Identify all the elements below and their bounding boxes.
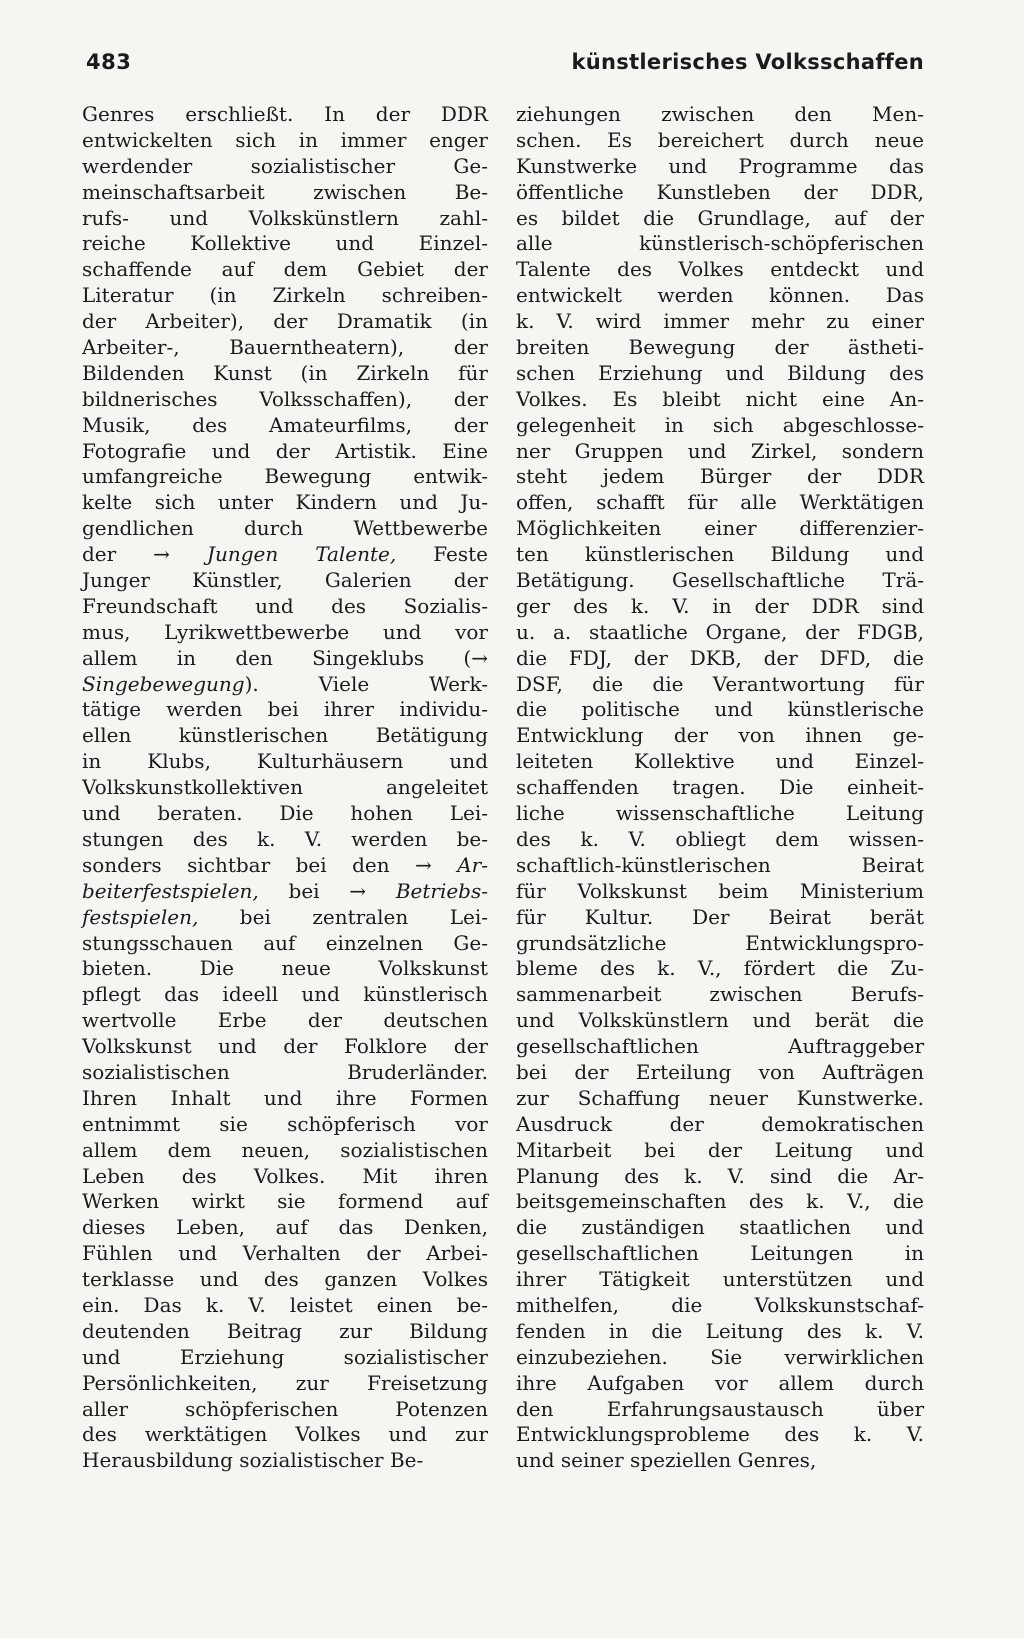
- text-line-right: [516, 413, 924, 439]
- text-run: Freundschaft und des Sozialis-: [82, 593, 488, 618]
- text-line-left: [82, 568, 488, 594]
- text-run: die FDJ, der DKB, der DFD, die: [516, 645, 924, 670]
- text-line-left: [82, 387, 488, 413]
- text-run: ). Viele Werk-: [244, 671, 488, 696]
- text-run: bei →: [258, 878, 396, 903]
- text-line-right: [516, 180, 924, 206]
- text-run: bleme des k. V., fördert die Zu-: [516, 956, 924, 981]
- text-line-left: [82, 309, 488, 335]
- text-run: alle künstlerisch-schöpferischen: [516, 231, 924, 256]
- text-line-right: [516, 283, 924, 309]
- text-line-right: [516, 361, 924, 387]
- text-line-left: [82, 905, 488, 931]
- text-run: Ihren Inhalt und ihre Formen: [82, 1085, 488, 1110]
- text-run: mus, Lyrikwettbewerbe und vor: [82, 619, 488, 644]
- text-line-right: [516, 982, 924, 1008]
- text-run: und beraten. Die hohen Lei-: [82, 801, 488, 826]
- text-run: Mitarbeit bei der Leitung und: [516, 1137, 924, 1162]
- text-line-left: [82, 1034, 488, 1060]
- text-line-right: [516, 723, 924, 749]
- text-run: Junger Künstler, Galerien der: [82, 568, 488, 593]
- text-line-right: [516, 1112, 924, 1138]
- text-line-right: [516, 620, 924, 646]
- text-line-right: [516, 594, 924, 620]
- text-run: Betätigung. Gesellschaftliche Trä-: [516, 568, 924, 593]
- text-run: Musik, des Amateurfilms, der: [82, 412, 488, 437]
- text-line-right: [516, 853, 924, 879]
- text-run: schaftlich-künstlerischen Beirat: [516, 852, 924, 877]
- running-head: künstlerisches Volksschaffen: [571, 50, 924, 74]
- text-run: zur Schaffung neuer Kunstwerke.: [516, 1085, 924, 1110]
- text-line-left: [82, 128, 488, 154]
- text-run: Fühlen und Verhalten der Arbei-: [82, 1241, 488, 1266]
- text-line-right: [516, 1086, 924, 1112]
- text-line-left: [82, 672, 488, 698]
- text-run: Persönlichkeiten, zur Freisetzung: [82, 1370, 488, 1395]
- italic-term: Jungen Talente,: [206, 542, 397, 567]
- text-run: ger des k. V. in der DDR sind: [516, 593, 924, 618]
- text-run: des werktätigen Volkes und zur: [82, 1422, 488, 1447]
- text-line-right: [516, 1448, 924, 1474]
- text-line-left: [82, 1008, 488, 1034]
- text-run: Leben des Volkes. Mit ihren: [82, 1163, 488, 1188]
- text-run: gelegenheit in sich abgeschlosse-: [516, 412, 924, 437]
- text-line-right: [516, 646, 924, 672]
- text-column-right: [516, 102, 924, 1474]
- text-line-left: [82, 102, 488, 128]
- text-line-left: [82, 1293, 488, 1319]
- text-line-right: [516, 128, 924, 154]
- text-run: für Kultur. Der Beirat berät: [516, 904, 924, 929]
- text-line-left: [82, 154, 488, 180]
- text-line-left: [82, 1448, 488, 1474]
- text-line-left: [82, 827, 488, 853]
- text-line-left: [82, 853, 488, 879]
- text-run: bei zentralen Lei-: [198, 904, 488, 929]
- text-line-left: [82, 361, 488, 387]
- text-line-left: [82, 620, 488, 646]
- text-line-left: [82, 1319, 488, 1345]
- text-run: umfangreiche Bewegung entwik-: [82, 464, 488, 489]
- text-line-right: [516, 1345, 924, 1371]
- text-run: reiche Kollektive und Einzel-: [82, 231, 488, 256]
- text-run: meinschaftsarbeit zwischen Be-: [82, 179, 488, 204]
- text-run: der →: [82, 542, 207, 567]
- text-run: entwickelt werden können. Das: [516, 283, 924, 308]
- text-run: liche wissenschaftliche Leitung: [516, 801, 924, 826]
- text-line-right: [516, 931, 924, 957]
- text-run: Volkes. Es bleibt nicht eine An-: [516, 386, 924, 411]
- text-line-left: [82, 594, 488, 620]
- text-line-left: [82, 956, 488, 982]
- text-run: ellen künstlerischen Betätigung: [82, 723, 488, 748]
- text-line-right: [516, 516, 924, 542]
- text-line-left: [82, 206, 488, 232]
- text-line-left: [82, 697, 488, 723]
- text-line-left: [82, 1112, 488, 1138]
- text-line-right: [516, 1267, 924, 1293]
- text-run: Literatur (in Zirkeln schreiben-: [82, 283, 488, 308]
- text-line-left: [82, 1241, 488, 1267]
- text-line-right: [516, 1034, 924, 1060]
- text-line-right: [516, 1008, 924, 1034]
- text-run: entwickelten sich in immer enger: [82, 127, 488, 152]
- text-line-right: [516, 1189, 924, 1215]
- text-line-right: [516, 827, 924, 853]
- text-line-right: [516, 1293, 924, 1319]
- text-line-left: [82, 1215, 488, 1241]
- text-line-right: [516, 1215, 924, 1241]
- text-run: pflegt das ideell und künstlerisch: [82, 982, 488, 1007]
- text-line-right: [516, 697, 924, 723]
- text-run: den Erfahrungsaustausch über: [516, 1396, 924, 1421]
- text-line-right: [516, 231, 924, 257]
- text-run: DSF, die die Verantwortung für: [516, 671, 924, 696]
- text-line-left: [82, 257, 488, 283]
- text-line-left: [82, 542, 488, 568]
- text-run: gendlichen durch Wettbewerbe: [82, 516, 488, 541]
- text-run: gesellschaftlichen Leitungen in: [516, 1241, 924, 1266]
- text-line-left: [82, 439, 488, 465]
- text-line-left: [82, 1422, 488, 1448]
- text-line-right: [516, 801, 924, 827]
- text-line-left: [82, 1345, 488, 1371]
- text-run: bildnerisches Volksschaffen), der: [82, 386, 488, 411]
- text-column-left: [82, 102, 488, 1474]
- text-run: einzubeziehen. Sie verwirklichen: [516, 1344, 924, 1369]
- text-run: Volkskunst und der Folklore der: [82, 1034, 488, 1059]
- text-line-left: [82, 1138, 488, 1164]
- text-run: ein. Das k. V. leistet einen be-: [82, 1292, 488, 1317]
- text-run: allem dem neuen, sozialistischen: [82, 1137, 488, 1162]
- text-line-left: [82, 723, 488, 749]
- text-line-right: [516, 1422, 924, 1448]
- page-number: 483: [86, 50, 132, 74]
- text-run: schaffenden tragen. Die einheit-: [516, 775, 924, 800]
- italic-term: beiterfestspielen,: [82, 878, 259, 903]
- text-run: Talente des Volkes entdeckt und: [516, 257, 924, 282]
- text-line-right: [516, 464, 924, 490]
- text-line-left: [82, 1267, 488, 1293]
- text-run: in Klubs, Kulturhäusern und: [82, 749, 488, 774]
- text-run: Planung des k. V. sind die Ar-: [516, 1163, 924, 1188]
- text-line-right: [516, 775, 924, 801]
- text-run: Werken wirkt sie formend auf: [82, 1189, 488, 1214]
- text-line-left: [82, 1164, 488, 1190]
- text-line-left: [82, 801, 488, 827]
- text-run: sammenarbeit zwischen Berufs-: [516, 982, 924, 1007]
- text-line-left: [82, 1371, 488, 1397]
- text-run: Fotografie und der Artistik. Eine: [82, 438, 488, 463]
- text-line-right: [516, 749, 924, 775]
- text-line-right: [516, 672, 924, 698]
- text-run: beitsgemeinschaften des k. V., die: [516, 1189, 924, 1214]
- text-run: tätige werden bei ihrer individu-: [82, 697, 488, 722]
- text-line-right: [516, 1319, 924, 1345]
- text-line-left: [82, 749, 488, 775]
- text-run: für Volkskunst beim Ministerium: [516, 878, 924, 903]
- text-line-left: [82, 1060, 488, 1086]
- text-line-right: [516, 387, 924, 413]
- text-line-left: [82, 490, 488, 516]
- text-run: kelte sich unter Kindern und Ju-: [82, 490, 488, 515]
- text-line-right: [516, 879, 924, 905]
- text-run: schaffende auf dem Gebiet der: [82, 257, 488, 282]
- text-line-right: [516, 309, 924, 335]
- text-line-left: [82, 879, 488, 905]
- text-line-right: [516, 1060, 924, 1086]
- italic-term: Singebewegung: [82, 671, 245, 696]
- text-run: Bildenden Kunst (in Zirkeln für: [82, 360, 488, 385]
- text-run: öffentliche Kunstleben der DDR,: [516, 179, 924, 204]
- text-run: Herausbildung sozialistischer Be-: [82, 1448, 424, 1473]
- text-run: Ausdruck der demokratischen: [516, 1111, 924, 1136]
- text-run: stungen des k. V. werden be-: [82, 826, 488, 851]
- text-line-left: [82, 180, 488, 206]
- text-line-left: [82, 413, 488, 439]
- italic-term: Betriebs-: [395, 878, 488, 903]
- text-run: deutenden Beitrag zur Bildung: [82, 1318, 488, 1343]
- text-line-right: [516, 1138, 924, 1164]
- text-run: schen. Es bereichert durch neue: [516, 127, 924, 152]
- text-line-left: [82, 1189, 488, 1215]
- text-run: u. a. staatliche Organe, der FDGB,: [516, 619, 924, 644]
- text-run: grundsätzliche Entwicklungspro-: [516, 930, 924, 955]
- text-line-right: [516, 568, 924, 594]
- text-run: leiteten Kollektive und Einzel-: [516, 749, 924, 774]
- text-run: breiten Bewegung der ästheti-: [516, 335, 924, 360]
- text-run: und Erziehung sozialistischer: [82, 1344, 488, 1369]
- text-line-left: [82, 775, 488, 801]
- text-run: es bildet die Grundlage, auf der: [516, 205, 924, 230]
- text-run: offen, schafft für alle Werktätigen: [516, 490, 924, 515]
- text-run: Genres erschließt. In der DDR: [82, 102, 488, 126]
- text-run: Entwicklungsprobleme des k. V.: [516, 1422, 924, 1447]
- text-run: ziehungen zwischen den Men-: [516, 102, 924, 126]
- text-line-left: [82, 516, 488, 542]
- text-line-right: [516, 1241, 924, 1267]
- text-run: ihre Aufgaben vor allem durch: [516, 1370, 924, 1395]
- text-run: terklasse und des ganzen Volkes: [82, 1267, 488, 1292]
- text-run: gesellschaftlichen Auftraggeber: [516, 1034, 924, 1059]
- text-run: rufs- und Volkskünstlern zahl-: [82, 205, 488, 230]
- text-line-right: [516, 905, 924, 931]
- text-line-left: [82, 646, 488, 672]
- text-run: aller schöpferischen Potenzen: [82, 1396, 488, 1421]
- text-line-left: [82, 231, 488, 257]
- text-run: Volkskunstkollektiven angeleitet: [82, 775, 488, 800]
- text-line-right: [516, 154, 924, 180]
- text-run: ihrer Tätigkeit unterstützen und: [516, 1267, 924, 1292]
- text-line-left: [82, 464, 488, 490]
- text-run: die politische und künstlerische: [516, 697, 924, 722]
- text-line-right: [516, 439, 924, 465]
- text-line-left: [82, 931, 488, 957]
- text-run: Möglichkeiten einer differenzier-: [516, 516, 924, 541]
- text-run: sozialistischen Bruderländer.: [82, 1059, 488, 1084]
- text-line-right: [516, 1397, 924, 1423]
- text-line-left: [82, 1086, 488, 1112]
- text-line-right: [516, 956, 924, 982]
- italic-term: Ar-: [457, 852, 488, 877]
- text-run: Feste: [396, 542, 488, 567]
- text-line-right: [516, 206, 924, 232]
- text-line-right: [516, 490, 924, 516]
- text-run: bieten. Die neue Volkskunst: [82, 956, 488, 981]
- text-run: stungsschauen auf einzelnen Ge-: [82, 930, 488, 955]
- text-run: entnimmt sie schöpferisch vor: [82, 1111, 488, 1136]
- text-run: die zuständigen staatlichen und: [516, 1215, 924, 1240]
- text-line-right: [516, 257, 924, 283]
- text-line-right: [516, 1164, 924, 1190]
- text-run: ten künstlerischen Bildung und: [516, 542, 924, 567]
- text-run: steht jedem Bürger der DDR: [516, 464, 924, 489]
- text-run: k. V. wird immer mehr zu einer: [516, 309, 924, 334]
- text-line-left: [82, 283, 488, 309]
- text-line-right: [516, 1371, 924, 1397]
- text-run: werdender sozialistischer Ge-: [82, 153, 488, 178]
- text-line-right: [516, 335, 924, 361]
- text-line-right: [516, 102, 924, 128]
- text-run: der Arbeiter), der Dramatik (in: [82, 309, 488, 334]
- text-run: Kunstwerke und Programme das: [516, 153, 924, 178]
- text-line-left: [82, 1397, 488, 1423]
- text-run: und seiner speziellen Genres,: [516, 1448, 817, 1473]
- text-run: Arbeiter-, Bauerntheatern), der: [82, 335, 488, 360]
- text-run: fenden in die Leitung des k. V.: [516, 1318, 924, 1343]
- text-run: des k. V. obliegt dem wissen-: [516, 826, 924, 851]
- text-line-right: [516, 542, 924, 568]
- text-line-left: [82, 982, 488, 1008]
- text-run: sonders sichtbar bei den →: [82, 852, 458, 877]
- text-run: schen Erziehung und Bildung des: [516, 360, 924, 385]
- text-run: und Volkskünstlern und berät die: [516, 1008, 924, 1033]
- text-run: allem in den Singeklubs (→: [82, 645, 488, 670]
- text-run: bei der Erteilung von Aufträgen: [516, 1059, 924, 1084]
- text-run: ner Gruppen und Zirkel, sondern: [516, 438, 924, 463]
- text-run: wertvolle Erbe der deutschen: [82, 1008, 488, 1033]
- text-run: Entwicklung der von ihnen ge-: [516, 723, 924, 748]
- text-line-left: [82, 335, 488, 361]
- text-run: dieses Leben, auf das Denken,: [82, 1215, 488, 1240]
- text-run: mithelfen, die Volkskunstschaf-: [516, 1292, 924, 1317]
- italic-term: festspielen,: [82, 904, 199, 929]
